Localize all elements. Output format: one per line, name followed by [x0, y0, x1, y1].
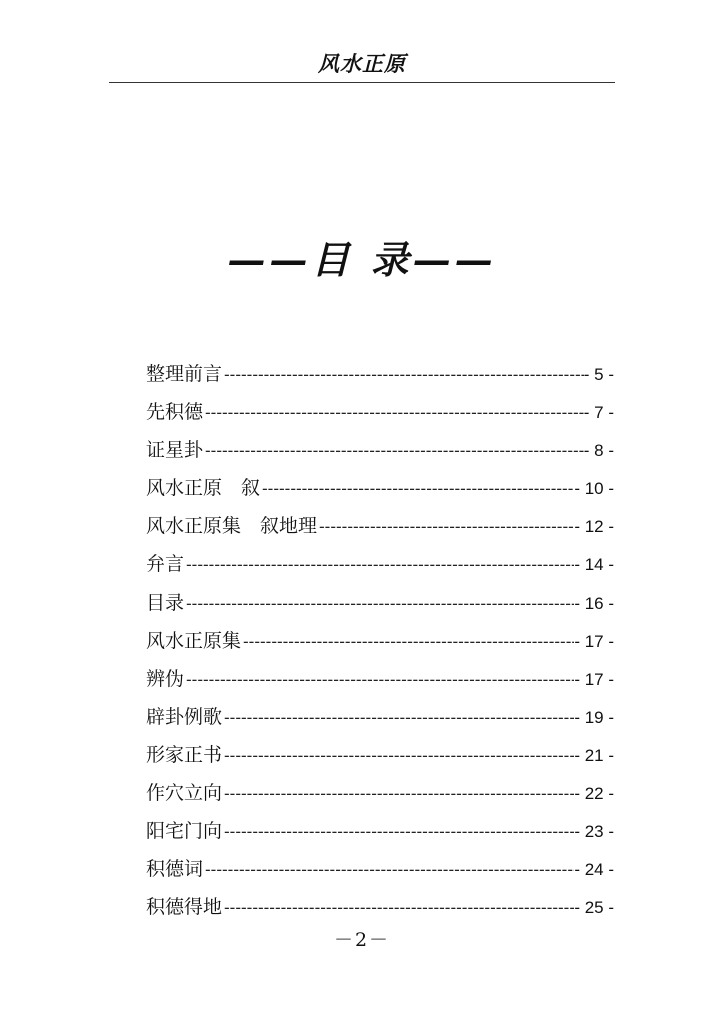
table-of-contents [146, 361, 614, 932]
toc-dot-leader [184, 667, 574, 693]
toc-entry[interactable] [146, 704, 614, 742]
toc-dot-leader [203, 857, 574, 883]
toc-entry[interactable] [146, 361, 614, 399]
toc-entry-page: - 14 - [574, 555, 614, 575]
page-number: －2－ [333, 929, 391, 951]
toc-entry-page: - 16 - [574, 593, 614, 613]
toc-dot-leader [203, 400, 584, 426]
running-header-title: 风水正原 [318, 51, 406, 76]
toc-entry[interactable] [146, 818, 614, 856]
toc-entry[interactable] [146, 780, 614, 818]
toc-entry-title: 目录 [146, 591, 185, 614]
toc-entry[interactable] [146, 742, 614, 780]
toc-entry-title: 风水正原 叙 [146, 477, 261, 500]
toc-entry-title: 作穴立向 [146, 782, 223, 805]
toc-entry-title: 辟卦例歌 [146, 705, 223, 728]
toc-entry[interactable] [146, 856, 614, 894]
toc-entry-title: 积德词 [146, 858, 204, 881]
toc-dot-leader [184, 552, 574, 578]
toc-dot-leader [184, 591, 574, 617]
toc-entry-title: 弁言 [146, 553, 185, 576]
toc-entry[interactable] [146, 437, 614, 475]
toc-dot-leader [317, 514, 574, 540]
toc-dot-leader [222, 362, 584, 388]
toc-dot-leader [203, 438, 584, 464]
toc-dot-leader [222, 895, 574, 921]
toc-entry-title: 阳宅门向 [146, 820, 223, 843]
toc-entry-page: - 21 - [574, 745, 614, 765]
toc-entry[interactable] [146, 590, 614, 628]
header-divider [109, 82, 615, 83]
toc-entry-title: 风水正原集 叙地理 [146, 515, 318, 538]
toc-entry-page: - 10 - [574, 479, 614, 499]
toc-entry[interactable] [146, 666, 614, 704]
toc-entry-page: - 12 - [574, 517, 614, 537]
toc-dot-leader [222, 781, 574, 807]
toc-entry[interactable] [146, 628, 614, 666]
toc-entry-page: - 25 - [574, 898, 614, 918]
toc-entry-page: - 8 - [583, 441, 614, 461]
toc-dot-leader [222, 743, 574, 769]
toc-entry[interactable] [146, 399, 614, 437]
toc-entry-title: 风水正原集 [146, 629, 242, 652]
toc-dot-leader [241, 629, 574, 655]
toc-entry-title: 形家正书 [146, 743, 223, 766]
toc-entry-title: 先积德 [146, 401, 204, 424]
toc-entry-page: - 19 - [574, 707, 614, 727]
toc-entry-title: 辨伪 [146, 667, 185, 690]
toc-dot-leader [222, 705, 574, 731]
toc-entry-page: - 24 - [574, 860, 614, 880]
toc-entry-title: 整理前言 [146, 363, 223, 385]
toc-entry[interactable] [146, 475, 614, 513]
toc-entry[interactable] [146, 513, 614, 551]
toc-dot-leader [260, 476, 574, 502]
toc-entry-page: - 5 - [583, 365, 614, 384]
toc-heading: ——目 录—— [227, 237, 497, 282]
toc-entry-page: - 23 - [574, 822, 614, 842]
toc-entry-page: - 17 - [574, 669, 614, 689]
toc-entry-page: - 17 - [574, 631, 614, 651]
toc-entry-title: 积德得地 [146, 896, 223, 919]
toc-entry-title: 证星卦 [146, 439, 204, 462]
toc-entry[interactable] [146, 551, 614, 589]
toc-dot-leader [222, 819, 574, 845]
toc-entry-page: - 7 - [583, 403, 614, 423]
toc-entry-page: - 22 - [574, 784, 614, 804]
